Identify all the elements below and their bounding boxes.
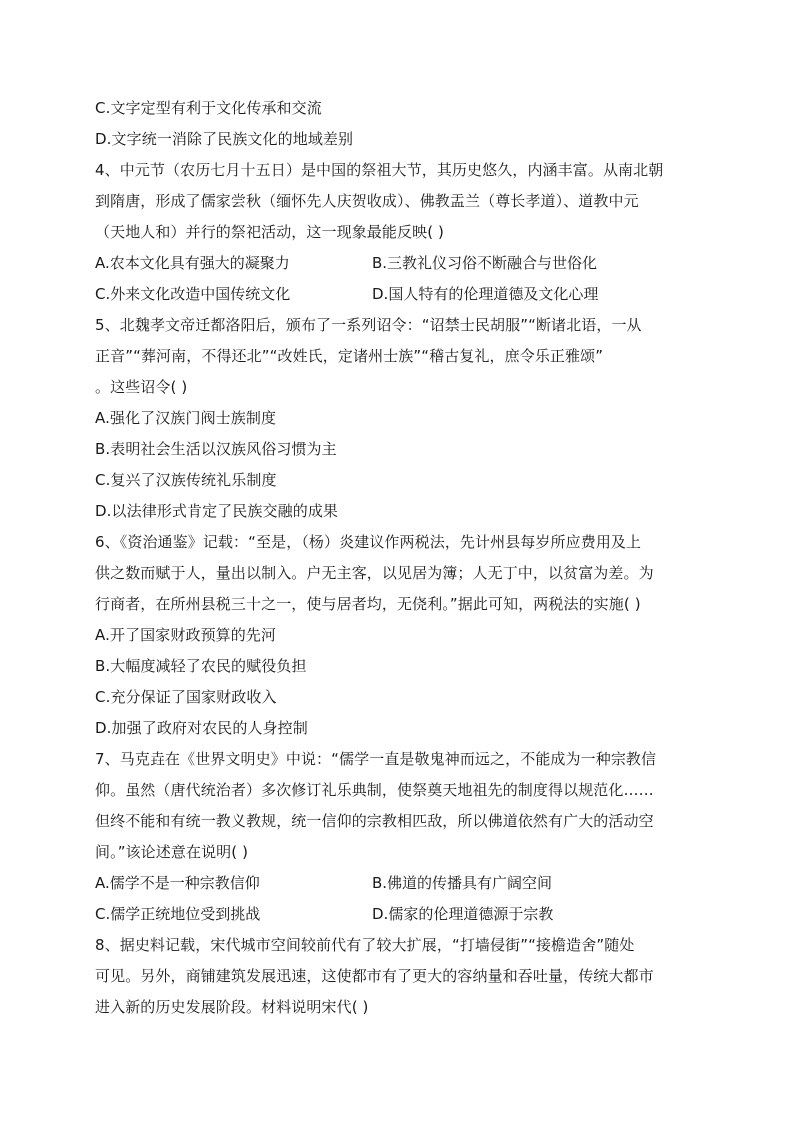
option-row — [95, 899, 705, 930]
option-text: D.儒家的伦理道德源于宗教 — [372, 905, 554, 923]
text-line: 供之数而赋于人，量出以制入。户无主客，以见居为簿；人无丁中，以贫富为差。为 — [95, 564, 654, 582]
text-line: 6、《资治通鉴》记载：“至是，（杨）炎建议作两税法，先计州县每岁所应费用及上 — [95, 533, 642, 551]
text-line: 但终不能和有统一教义教规，统一信仰的宗教相匹敌，所以佛道依然有广大的活动空 — [95, 812, 654, 830]
option-row — [95, 868, 705, 899]
text-line: 5、北魏孝文帝迁都洛阳后，颁布了一系列诏令：“诏禁士民胡服”“断诸北语，一从 — [95, 316, 642, 334]
text-line: 8、据史料记载，宋代城市空间较前代有了较大扩展，“打墙侵街”“接檐造舍”随处 — [95, 936, 635, 954]
option-row — [95, 279, 705, 310]
option-text: C.儒学正统地位受到挑战 — [95, 905, 261, 923]
text-line: A.强化了汉族门阀士族制度 — [95, 409, 277, 427]
text-line: 进入新的历史发展阶段。材料说明宋代( ) — [95, 998, 369, 1016]
text-line: 到隋唐，形成了儒家尝秋（缅怀先人庆贺收成）、佛教盂兰（尊长孝道）、道教中元 — [95, 192, 639, 210]
text-line: 正音”“葬河南，不得还北”“改姓氏，定诸州士族”“稽古复礼，庶令乐正雅颂” — [95, 347, 604, 365]
text-line: C.复兴了汉族传统礼乐制度 — [95, 471, 277, 489]
text-line: 可见。另外，商铺建筑发展迅速，这使都市有了更大的容纳量和吞吐量，传统大都市 — [95, 967, 654, 985]
option-text: C.外来文化改造中国传统文化 — [95, 285, 291, 303]
text-line: 仰。虽然（唐代统治者）多次修订礼乐典制，使祭奠天地祖先的制度得以规范化…… — [95, 781, 654, 799]
text-line: B.表明社会生活以汉族风俗习惯为主 — [95, 440, 337, 458]
text-line: 4、中元节（农历七月十五日）是中国的祭祖大节，其历史悠久，内涵丰富。从南北朝 — [95, 161, 664, 179]
text-line: A.开了国家财政预算的先河 — [95, 626, 277, 644]
text-line: （天地人和）并行的祭祀活动，这一现象最能反映( ) — [95, 223, 444, 241]
option-text: D.国人特有的伦理道德及文化心理 — [372, 285, 599, 303]
text-line: C.文字定型有利于文化传承和交流 — [95, 99, 322, 117]
option-text: B.佛道的传播具有广阔空间 — [372, 874, 553, 892]
text-line: 间。”该论述意在说明( ) — [95, 843, 249, 861]
question-content — [95, 93, 705, 1023]
text-line: D.加强了政府对农民的人身控制 — [95, 719, 308, 737]
text-line: D.以法律形式肯定了民族交融的成果 — [95, 502, 339, 520]
text-line: 。这些诏令( ) — [95, 378, 188, 396]
option-text: A.农本文化具有强大的凝聚力 — [95, 254, 290, 272]
text-line: 7、马克垚在《世界文明史》中说：“儒学一直是敬鬼神而远之，不能成为一种宗教信 — [95, 750, 657, 768]
text-line: B.大幅度减轻了农民的赋役负担 — [95, 657, 307, 675]
text-line: 行商者，在所州县税三十之一，使与居者均，无侥利。”据此可知，两税法的实施( ) — [95, 595, 641, 613]
option-text: A.儒学不是一种宗教信仰 — [95, 874, 260, 892]
option-text: B.三教礼仪习俗不断融合与世俗化 — [372, 254, 598, 272]
text-line: D.文字统一消除了民族文化的地域差别 — [95, 130, 354, 148]
option-row — [95, 248, 705, 279]
text-line: C.充分保证了国家财政收入 — [95, 688, 277, 706]
